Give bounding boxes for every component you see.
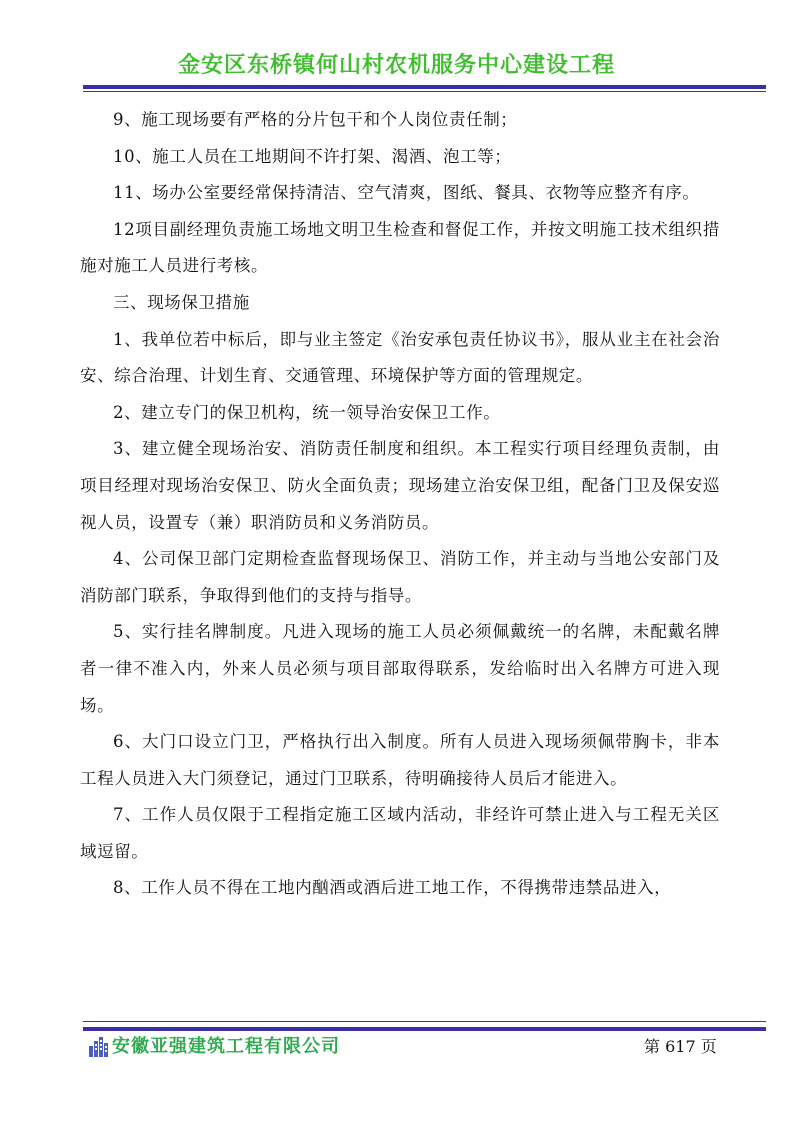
paragraph: 11、场办公室要经常保持清洁、空气清爽，图纸、餐具、衣物等应整齐有序。: [113, 183, 700, 203]
paragraph: 10、施工人员在工地期间不许打架、渴酒、泡工等；: [113, 146, 512, 166]
paragraph: 1、我单位若中标后，即与业主签定《治安承包责任协议书》，服从业主在社会治安、综合治理、计划生育、交通管理、环境保护等方面的管理规定。: [80, 329, 720, 386]
header-title: 金安区东桥镇何山村农机服务中心建设工程: [177, 53, 615, 78]
paragraph: 2、建立专门的保卫机构，统一领导治安保卫工作。: [113, 402, 501, 422]
footer-divider-thin: [83, 1021, 766, 1022]
paragraph: 4、公司保卫部门定期检查监督现场保卫、消防工作，并主动与当地公安部门及消防部门联系，争取得到他们的支持与指导。: [80, 549, 720, 605]
page-number: 第 617 页: [644, 1037, 717, 1056]
page-footer: [0, 1030, 793, 1070]
section-heading: 三、现场保卫措施: [113, 292, 250, 312]
paragraph: 9、施工现场要有严格的分片包干和个人岗位责任制；: [113, 110, 518, 129]
paragraph: 5、实行挂名牌制度。凡进入现场的施工人员必须佩戴统一的名牌，未配戴名牌者一律不准入内，外来人员必须与项目部取得联系，发给临时出入名牌方可进入现场。: [80, 622, 720, 715]
paragraph: 6、大门口设立门卫，严格执行出入制度。所有人员进入现场须佩带胸卡，非本工程人员进入大门须登记，通过门卫联系，待明确接待人员后才能进入。: [80, 732, 720, 788]
paragraph: 3、建立健全现场治安、消防责任制度和组织。本工程实行项目经理负责制，由项目经理对现场治安保卫、防火全面负责；现场建立治安保卫组，配备门卫及保安巡视人员，设置专（兼）职消防员和义务消防员。: [80, 439, 720, 532]
header-divider-thick: [83, 85, 766, 89]
paragraph: 12项目副经理负责施工场地文明卫生检查和督促工作，并按文明施工技术组织措施对施工人员进行考核。: [80, 219, 720, 276]
paragraph: 7、工作人员仅限于工程指定施工区域内活动，非经许可禁止进入与工程无关区域逗留。: [80, 805, 720, 861]
header-divider-thin: [83, 91, 766, 92]
footer-company-name: 安徽亚强建筑工程有限公司: [112, 1036, 340, 1057]
building-logo-icon: [88, 1036, 110, 1058]
paragraph: 8、工作人员不得在工地内酗酒或酒后进工地工作，不得携带违禁品进入，: [113, 878, 672, 898]
document-body: [80, 102, 720, 907]
